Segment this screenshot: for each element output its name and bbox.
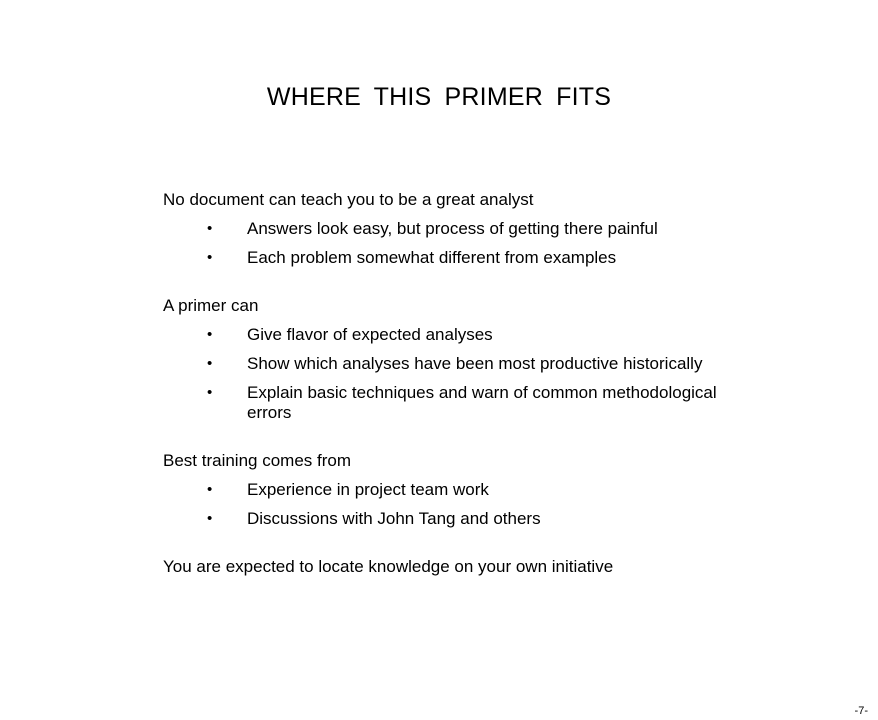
bullet-text: Discussions with John Tang and others <box>247 509 541 528</box>
bullet-icon: • <box>207 249 213 266</box>
bullet-list <box>163 480 763 529</box>
bullet-item <box>163 509 763 529</box>
bullet-item <box>163 383 763 423</box>
section-heading: You are expected to locate knowledge on your own initiative <box>163 557 614 576</box>
bullet-list <box>163 325 763 423</box>
bullet-icon: • <box>207 220 213 237</box>
bullet-icon: • <box>207 481 213 498</box>
bullet-item <box>163 480 763 500</box>
bullet-item <box>163 248 763 268</box>
bullet-text: Give flavor of expected analyses <box>247 325 493 344</box>
section-initiative <box>163 557 763 577</box>
bullet-icon: • <box>207 355 213 372</box>
content-body <box>163 190 763 577</box>
bullet-item <box>163 354 763 374</box>
section-heading: No document can teach you to be a great analyst <box>163 190 534 209</box>
bullet-text: Experience in project team work <box>247 480 489 499</box>
bullet-text: Each problem somewhat different from examples <box>247 248 617 267</box>
page-number: -7- <box>854 705 868 717</box>
section-heading: A primer can <box>163 296 259 315</box>
page-title: WHERE THIS PRIMER FITS <box>266 83 612 111</box>
bullet-list <box>163 219 763 268</box>
bullet-text: Explain basic techniques and warn of common methodological errors <box>247 383 717 422</box>
section-best-training <box>163 451 763 529</box>
bullet-icon: • <box>207 326 213 343</box>
bullet-item <box>163 219 763 239</box>
bullet-icon: • <box>207 384 213 401</box>
bullet-text: Show which analyses have been most productive historically <box>247 354 703 373</box>
bullet-text: Answers look easy, but process of getting there painful <box>247 219 658 238</box>
bullet-item <box>163 325 763 345</box>
section-limits <box>163 190 763 268</box>
section-heading: Best training comes from <box>163 451 352 470</box>
bullet-icon: • <box>207 510 213 527</box>
section-primer-can <box>163 296 763 423</box>
